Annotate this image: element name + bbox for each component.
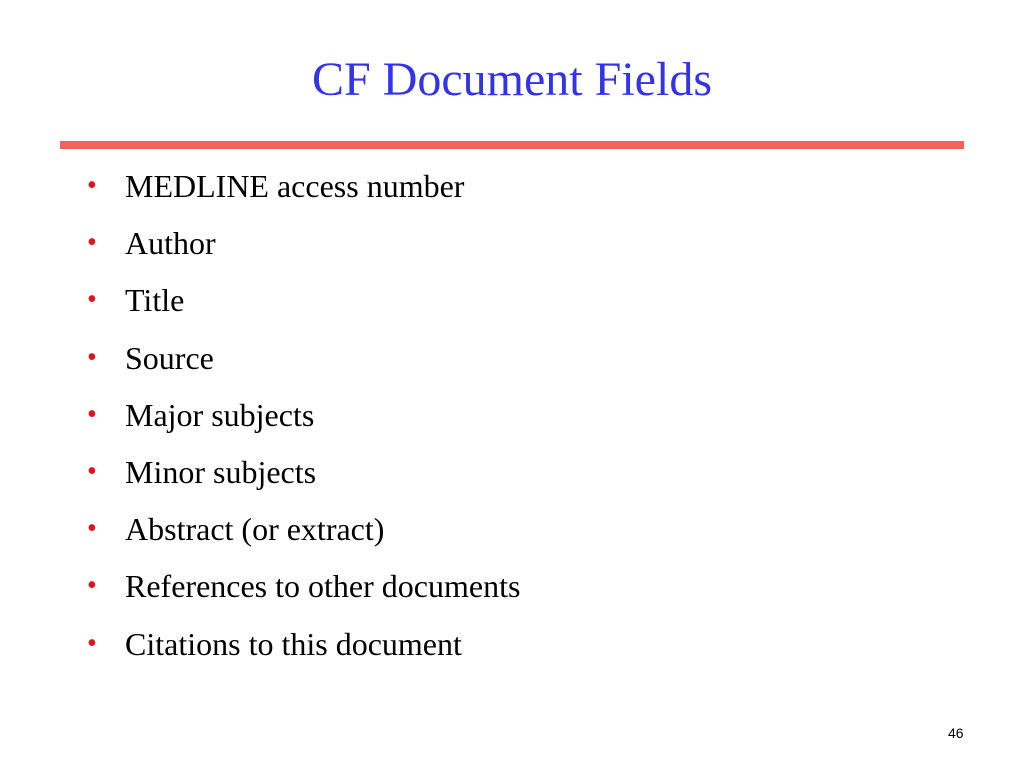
list-item-text: Author <box>125 225 216 262</box>
list-item <box>87 161 967 218</box>
list-item-text: Source <box>125 339 214 376</box>
list-item <box>87 275 967 332</box>
list-item <box>87 561 967 618</box>
list-item-text: Abstract (or extract) <box>125 511 385 548</box>
bullet-icon: • <box>87 455 97 487</box>
list-item-text: MEDLINE access number <box>125 168 465 204</box>
list-item <box>87 619 967 676</box>
bullet-icon: • <box>87 341 97 373</box>
list-item-text: Title <box>125 282 185 319</box>
bullet-icon: • <box>87 513 97 545</box>
bullet-icon: • <box>87 627 97 659</box>
list-item <box>87 333 967 390</box>
bullet-icon: • <box>87 284 97 316</box>
list-item <box>87 447 967 504</box>
list-item <box>87 218 967 275</box>
list-item <box>87 504 967 561</box>
list-item-text: Major subjects <box>125 396 315 433</box>
slide-title: CF Document Fields <box>311 53 712 106</box>
bullet-icon: • <box>87 227 97 259</box>
list-item-text: Citations to this document <box>125 625 462 662</box>
list-item-text: References to other documents <box>125 568 521 605</box>
page-number: 46 <box>948 725 964 741</box>
title-divider <box>60 141 964 149</box>
list-item-text: Minor subjects <box>125 453 317 490</box>
bullet-icon: • <box>87 570 97 602</box>
bullet-icon: • <box>87 398 97 430</box>
list-item <box>87 390 967 447</box>
bullet-icon: • <box>87 170 97 201</box>
bullet-list <box>87 161 967 676</box>
